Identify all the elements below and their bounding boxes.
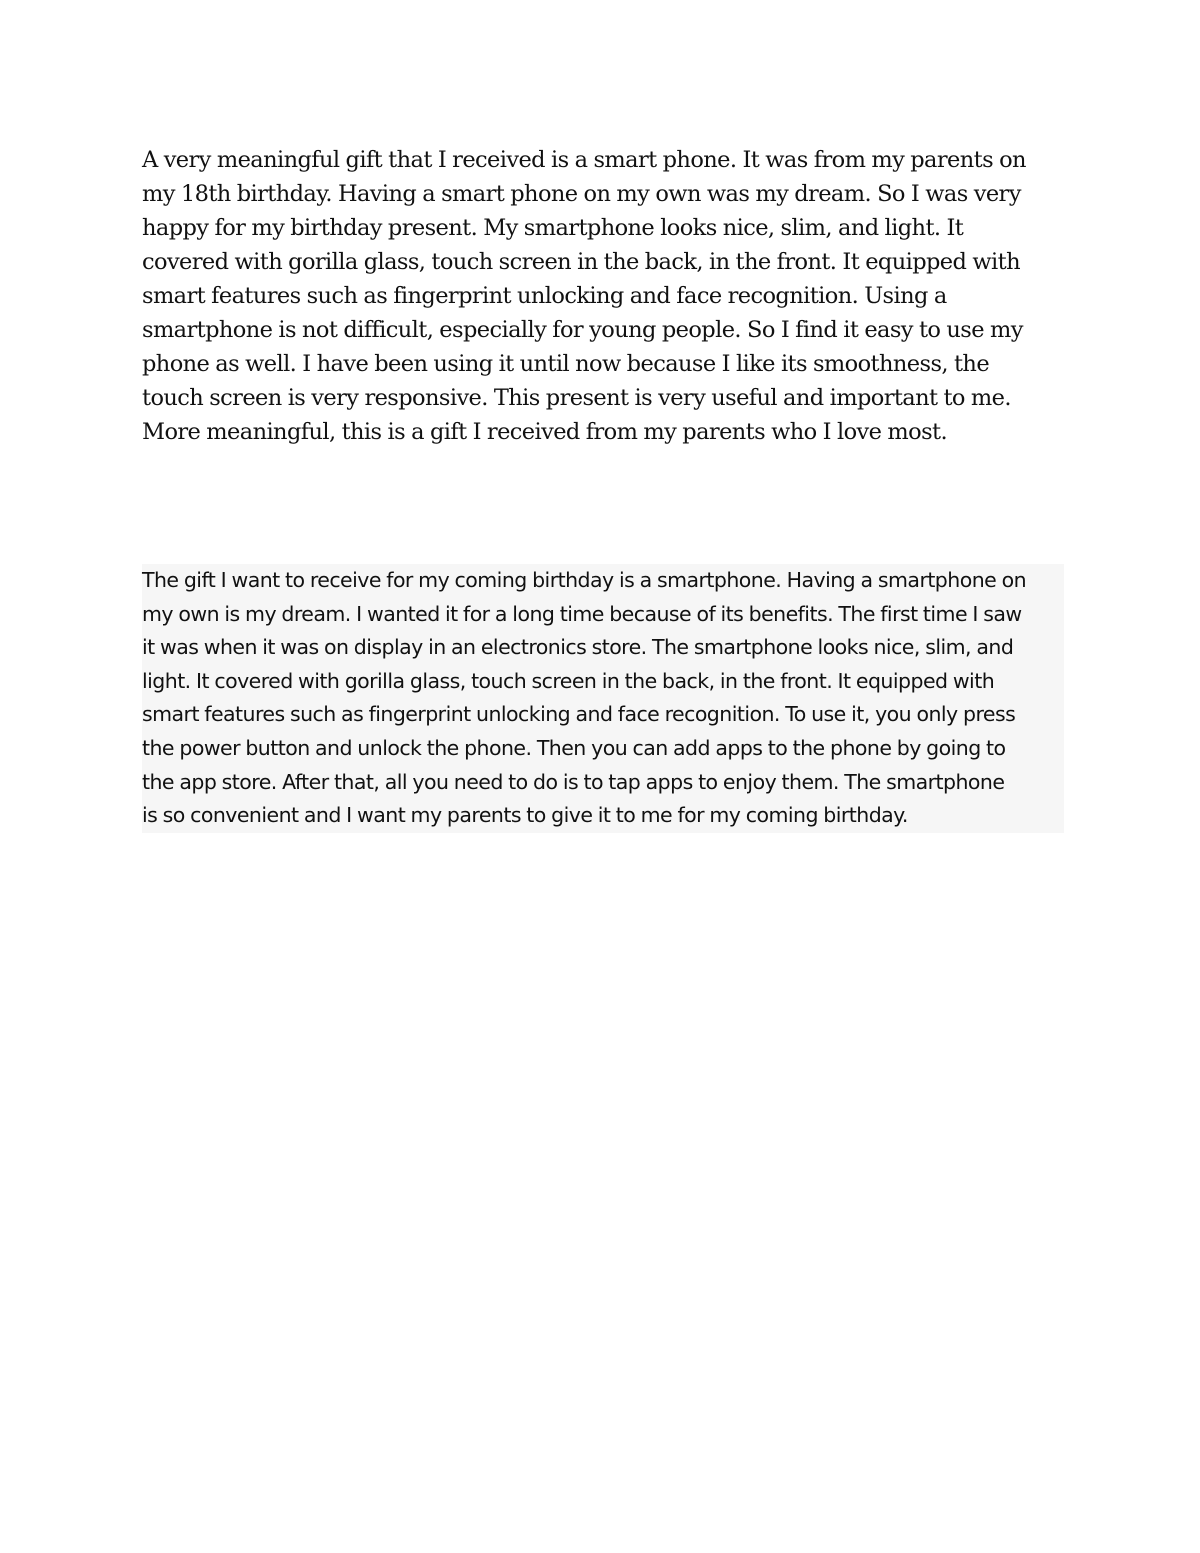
paragraph-line: my 18th birthday. Having a smart phone on my own was my dream. So I was very	[142, 181, 1021, 207]
paragraph-line: A very meaningful gift that I received is a smart phone. It was from my parents on	[142, 147, 1026, 173]
paragraph-line: touch screen is very responsive. This present is very useful and important to me.	[142, 385, 1011, 411]
paragraph-line: smartphone is not difficult, especially for young people. So I find it easy to use my	[142, 317, 1023, 343]
paragraph-line: the power button and unlock the phone. Then you can add apps to the phone by going to	[142, 732, 1064, 766]
paragraph-wanted-gift	[142, 564, 1064, 833]
paragraph-line: happy for my birthday present. My smartphone looks nice, slim, and light. It	[142, 215, 964, 241]
paragraph-line: is so convenient and I want my parents to give it to me for my coming birthday.	[142, 799, 1064, 833]
paragraph-line: my own is my dream. I wanted it for a long time because of its benefits. The first time I saw	[142, 598, 1064, 632]
paragraph-line: light. It covered with gorilla glass, touch screen in the back, in the front. It equipped with	[142, 665, 1064, 699]
paragraph-line: More meaningful, this is a gift I received from my parents who I love most.	[142, 419, 948, 445]
paragraph-line: the app store. After that, all you need to do is to tap apps to enjoy them. The smartphone	[142, 766, 1064, 800]
paragraph-line: it was when it was on display in an electronics store. The smartphone looks nice, slim, and	[142, 631, 1064, 665]
paragraph-line: smart features such as fingerprint unlocking and face recognition. To use it, you only press	[142, 698, 1064, 732]
paragraph-received-gift	[142, 143, 1062, 449]
paragraph-line: The gift I want to receive for my coming birthday is a smartphone. Having a smartphone on	[142, 564, 1064, 598]
paragraph-line: covered with gorilla glass, touch screen in the back, in the front. It equipped with	[142, 249, 1020, 275]
paragraph-line: phone as well. I have been using it until now because I like its smoothness, the	[142, 351, 990, 377]
paragraph-line: smart features such as fingerprint unlocking and face recognition. Using a	[142, 283, 947, 309]
